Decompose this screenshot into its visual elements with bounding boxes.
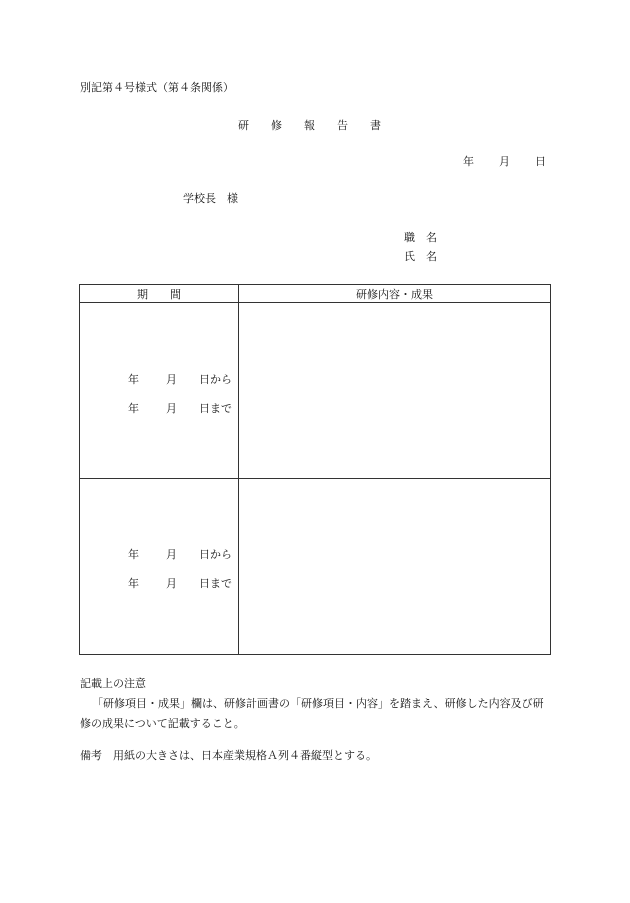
title-char: 告 xyxy=(337,119,350,132)
title-char: 書 xyxy=(370,119,383,132)
title-char: 研 xyxy=(238,119,251,132)
date-day: 日 xyxy=(535,155,546,168)
from-day: 日から xyxy=(199,373,232,386)
period-column-header: 期 間 xyxy=(80,285,239,303)
from-year: 年 xyxy=(128,548,139,561)
content-cell[interactable] xyxy=(239,303,551,479)
to-month: 月 xyxy=(166,402,177,415)
from-year: 年 xyxy=(128,373,139,386)
period-cell xyxy=(80,303,239,479)
to-day: 日まで xyxy=(199,402,232,415)
table-header-row xyxy=(80,285,551,303)
table-row xyxy=(80,479,551,655)
document-title xyxy=(238,120,403,131)
table-row xyxy=(80,303,551,479)
title-char: 修 xyxy=(271,119,284,132)
period-to xyxy=(128,575,232,591)
title-char: 報 xyxy=(304,119,317,132)
from-month: 月 xyxy=(166,373,177,386)
name-label: 氏 名 xyxy=(404,250,437,263)
period-cell xyxy=(80,479,239,655)
period-from xyxy=(128,546,232,562)
addressee: 学校長 様 xyxy=(183,192,238,205)
date-year: 年 xyxy=(463,155,474,168)
to-year: 年 xyxy=(128,402,139,415)
to-day: 日まで xyxy=(199,577,232,590)
date-month: 月 xyxy=(499,155,510,168)
position-label: 職 名 xyxy=(404,231,437,244)
date-line xyxy=(463,156,546,167)
form-number-label: 別記第４号様式（第４条関係） xyxy=(80,81,234,94)
remarks: 備考 用紙の大きさは、日本産業規格Ａ列４番縦型とする。 xyxy=(80,749,377,762)
to-year: 年 xyxy=(128,577,139,590)
to-month: 月 xyxy=(166,577,177,590)
from-month: 月 xyxy=(166,548,177,561)
content-column-header: 研修内容・成果 xyxy=(239,285,551,303)
report-table xyxy=(79,284,551,655)
period-to xyxy=(128,400,232,416)
notes-heading: 記載上の注意 xyxy=(80,677,146,690)
content-cell[interactable] xyxy=(239,479,551,655)
notes-body: 「研修項目・成果」欄は、研修計画書の「研修項目・内容」を踏まえ、研修した内容及び研修の成果について記載すること。 xyxy=(80,697,544,730)
period-from xyxy=(128,371,232,387)
from-day: 日から xyxy=(199,548,232,561)
